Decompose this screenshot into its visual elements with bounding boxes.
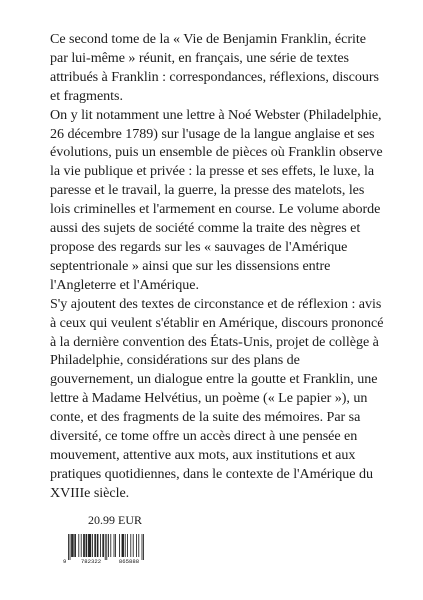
barcode-bar [133,534,134,557]
barcode-bar [89,534,90,557]
barcode-bar [142,534,143,560]
barcode-bar [143,534,144,560]
barcode-bar [106,534,107,560]
barcode-bar [73,534,74,557]
barcode-bar [86,534,87,557]
barcode-bar [123,534,124,557]
barcode-bar [98,534,99,557]
barcode-bar [136,534,137,557]
barcode-bar [81,534,82,557]
blurb-paragraph-additions: S'y ajoutent des textes de circonstance et de réflexion : avis à ceux qui veulent s'établir en Amérique, discours prononcé à la dernière convention des États-Unis, projet de collège à Philadelphie, considérations sur des plans de gouvernement, un dialogue entre la goutte et Franklin, une lettre à Madame Helvétius, un poème (« Le papier »), un conte, et des fragments de la suite des mémoires. Par sa diversité, ce tome offre un accès direct à une pensée en mouvement, attentive aux mots, aux institutions et aux pratiques quotidiennes, dans le contexte de l'Amérique du XVIIIe siècle. [50,295,384,501]
barcode-bar [90,534,91,557]
blurb-paragraph-intro: Ce second tome de la « Vie de Benjamin Franklin, écrite par lui-même » réunit, en français, une série de textes attribués à Franklin : correspondances, réflexions, discours et fragments. [50,31,379,104]
barcode-bar [71,534,72,557]
barcode-bar [115,534,116,557]
barcode-bar [127,534,128,557]
barcode-bar [92,534,93,557]
barcode-bar [86,534,87,557]
barcode-bar [78,534,79,557]
barcode-first-digit: 9 [63,558,67,564]
barcode-bar [68,534,69,560]
barcode-bar [108,534,109,557]
barcode-bar [125,534,126,557]
barcode-bar [103,534,104,557]
barcode-bar [138,534,139,557]
barcode-bar [122,534,123,557]
barcode-bar [119,534,120,557]
barcode-bar [97,534,98,557]
blurb-paragraph-contents: On y lit notamment une lettre à Noé Webster (Philadelphie, 26 décembre 1789) sur l'usage de la langue anglaise et ses évolutions, puis un ensemble de pièces où Franklin observe la vie publique et privée : la presse et ses effets, le luxe, la paresse et le travail, la guerre, la presse des matelots, les lois criminelles et l'armement en course. Le volume aborde aussi des sujets de société comme la traite des nègres et propose des regards sur les « sauvages de l'Amérique septentrionale » ainsi que sur les dissensions entre l'Angleterre et l'Amérique. [50,106,383,293]
barcode-bar [102,534,103,557]
barcode-bar [83,534,84,557]
price-label: 20.99 EUR [88,513,142,527]
barcode-bar [95,534,96,557]
barcode-bar [100,534,101,557]
barcode-left-digits: 782322 [80,558,102,564]
barcode-bar [75,534,76,557]
barcode-bar [94,534,95,557]
barcode-graphic [62,534,154,564]
barcode-bar [74,534,75,557]
isbn-barcode [62,534,154,564]
barcode-bar [70,534,71,560]
barcode-bar [114,534,115,557]
barcode-bar [84,534,85,557]
barcode-bar [130,534,131,557]
barcode-bar [122,534,123,557]
back-cover-blurb [50,30,385,503]
barcode-bar [110,534,111,557]
barcode-right-digits: 865888 [118,558,140,564]
barcode-bar [72,534,73,557]
barcode-bar [90,534,91,557]
barcode-bar [88,534,89,557]
barcode-bar [105,534,106,560]
